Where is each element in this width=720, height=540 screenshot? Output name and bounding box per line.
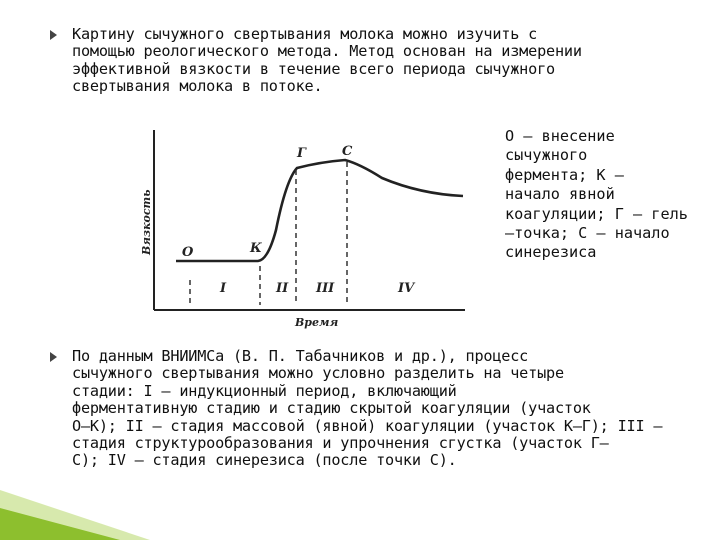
stage-1-label: I bbox=[220, 281, 227, 296]
stage-3-label: III bbox=[316, 281, 335, 296]
bullet-arrow-icon bbox=[50, 30, 57, 40]
viscosity-diagram bbox=[120, 120, 480, 340]
stage-4-label: IV bbox=[398, 281, 415, 296]
point-k-label: К bbox=[250, 241, 262, 256]
stage-2-label: II bbox=[276, 281, 289, 296]
viscosity-curve bbox=[176, 160, 463, 261]
intro-paragraph: Картину сычужного свертывания молока можно изучить с помощью реологического метода. Метод основан на измерении эффективной вязкости в течение всего периода сычужного свертывания молока в потоке. bbox=[72, 25, 582, 96]
x-axis-label: Время bbox=[295, 316, 339, 329]
bullet-arrow-icon bbox=[50, 352, 57, 362]
diagram-legend: О – внесение сычужного фермента; К – начало явной коагуляции; Г – гель –точка; С – начало синерезиса bbox=[505, 127, 688, 262]
point-c-label: С bbox=[342, 144, 353, 159]
y-axis-label: Вязкость bbox=[140, 189, 153, 255]
point-o-label: О bbox=[182, 245, 194, 260]
corner-decoration bbox=[0, 450, 150, 540]
stages-paragraph: По данным ВНИИМСа (В. П. Табачников и др.), процесс сычужного свертывания можно условно разделить на четыре стадии: I – индукционный период, включающий ферментативную стадию и стадию скрытой коагуляции (участок О–К); II – стадия массовой (явной) коагуляции (участок К–Г); III – стадия структурообразования и упрочнения сгустка (участок Г– С); IV – стадия синерезиса (после точки С). bbox=[72, 347, 663, 470]
point-g-label: Г bbox=[297, 146, 306, 161]
